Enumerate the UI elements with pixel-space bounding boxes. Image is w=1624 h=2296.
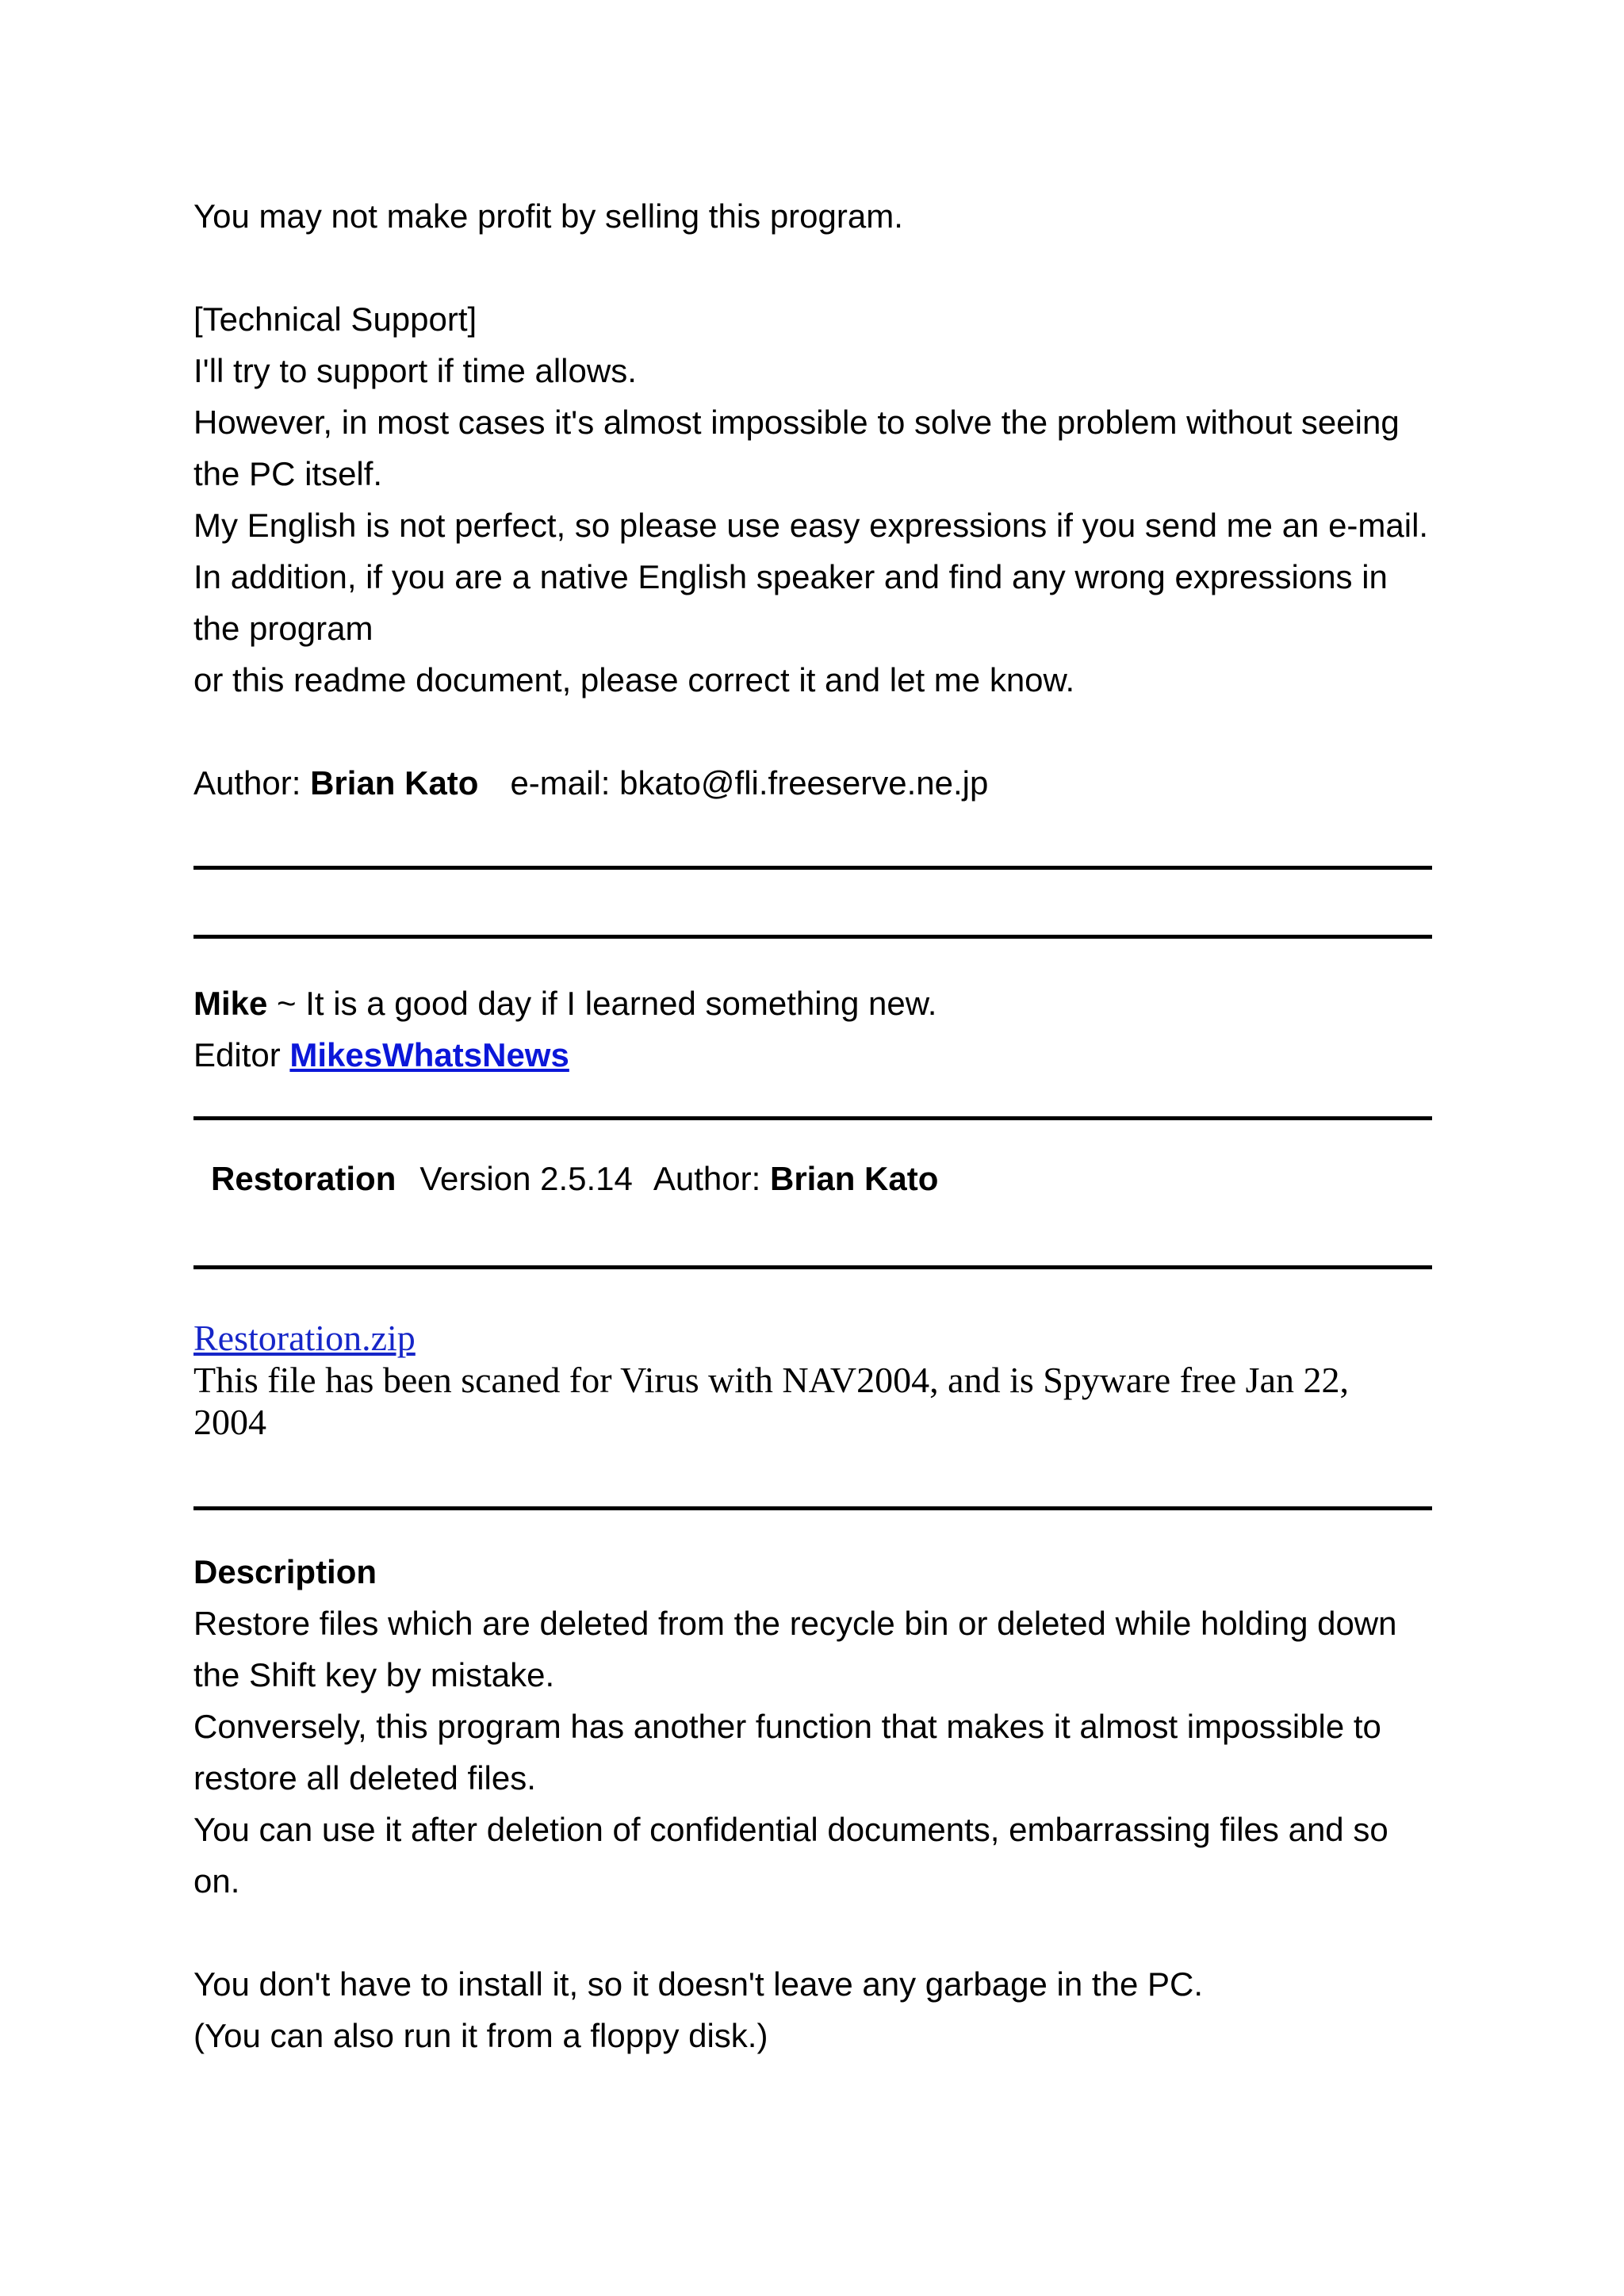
download-link[interactable]: Restoration.zip [193,1318,416,1358]
description-line: You can use it after deletion of confidential documents, embarrassing files and so [193,1811,1388,1848]
author-label: Author: [193,764,301,802]
description-line: (You can also run it from a floppy disk.) [193,2017,768,2054]
program-author-label: Author: [653,1160,761,1197]
author-name: Brian Kato [310,764,479,802]
program-version: Version 2.5.14 [419,1160,633,1197]
description-heading: Description [193,1553,377,1590]
description-line: Restore files which are deleted from the recycle bin or deleted while holding down [193,1605,1397,1642]
document-page [193,190,1432,2061]
support-line: However, in most cases it's almost impossible to solve the problem without seeing [193,404,1400,441]
scan-note-cont: 2004 [193,1402,266,1442]
editor-line [193,1029,1432,1081]
signature-motto: ~ It is a good day if I learned something new. [277,985,937,1022]
scan-note: This file has been scaned for Virus with NAV2004, and is Spyware free Jan 22, [193,1360,1349,1400]
author-email: bkato@fli.freeserve.ne.jp [619,764,989,802]
author-line [193,757,1432,809]
description-line: the Shift key by mistake. [193,1656,555,1693]
download-section [193,1317,1432,1443]
support-line: the PC itself. [193,455,383,492]
description-line: restore all deleted files. [193,1759,536,1797]
support-line: I'll try to support if time allows. [193,352,637,389]
editor-label: Editor [193,1036,281,1073]
editor-link[interactable]: MikesWhatsNews [289,1036,569,1073]
support-line: or this readme document, please correct it and let me know. [193,661,1075,698]
description-line: Conversely, this program has another function that makes it almost impossible to [193,1708,1381,1745]
program-info [193,1153,1432,1204]
profit-note: You may not make profit by selling this program. [193,197,903,235]
program-name: Restoration [211,1160,396,1197]
email-label: e-mail: [510,764,611,802]
signature-name: Mike [193,985,268,1022]
support-line: the program [193,610,373,647]
program-author-name: Brian Kato [769,1160,939,1197]
support-heading: [Technical Support] [193,300,477,338]
description-line: on. [193,1862,240,1900]
support-line: In addition, if you are a native English speaker and find any wrong expressions in [193,558,1388,595]
description-line: You don't have to install it, so it doesn't leave any garbage in the PC. [193,1965,1203,2003]
signature-line [193,978,1432,1029]
support-line: My English is not perfect, so please use easy expressions if you send me an e-mail. [193,507,1429,544]
